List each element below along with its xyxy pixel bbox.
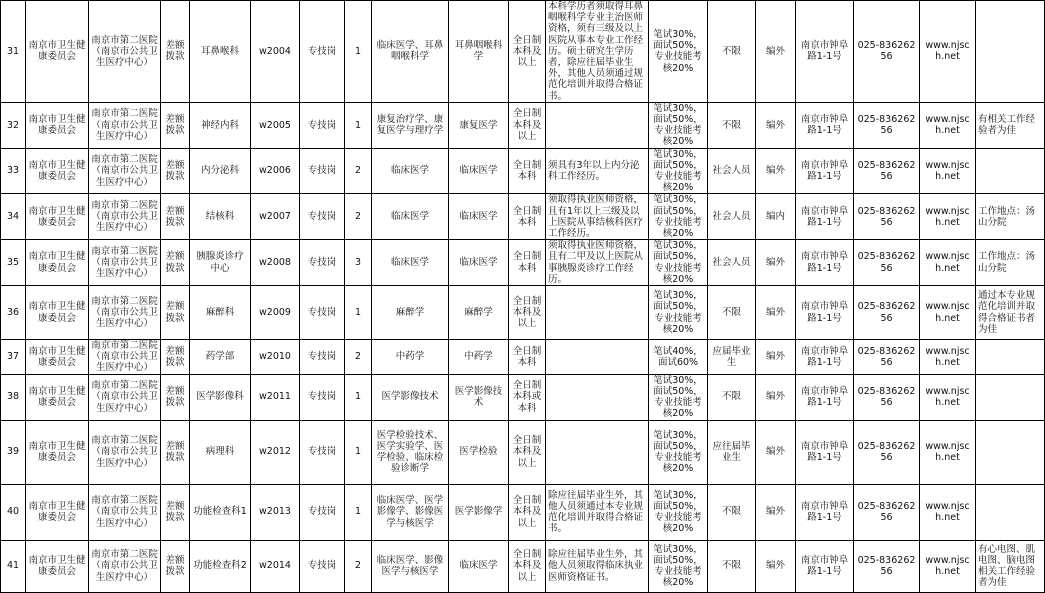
cell-recruit-target: 不限 xyxy=(708,1,756,103)
cell-exam-method: 笔试30%，面试50%，专业技能考核20% xyxy=(649,148,708,194)
cell-education: 全日制本科 xyxy=(509,148,546,194)
cell-department: 南京市卫生健康委员会 xyxy=(26,540,89,592)
table-row xyxy=(1,540,1045,592)
table-row xyxy=(1,148,1045,194)
cell-education: 全日制本科及以上 xyxy=(509,540,546,592)
cell-employer: 南京市第二医院（南京市公共卫生医疗中心） xyxy=(89,340,161,375)
cell-funding-type: 差额拨款 xyxy=(161,420,190,484)
cell-hire-count: 2 xyxy=(345,340,372,375)
cell-address: 南京市钟阜路1-1号 xyxy=(796,340,854,375)
cell-phone: 025-83626256 xyxy=(854,374,920,420)
cell-website: www.njsch.net xyxy=(920,420,976,484)
cell-hire-count: 1 xyxy=(345,1,372,103)
cell-department: 南京市卫生健康委员会 xyxy=(26,148,89,194)
cell-row-number: 39 xyxy=(1,420,26,484)
cell-education: 全日制本科及以上 xyxy=(509,420,546,484)
cell-post-name: 胰腺炎诊疗中心 xyxy=(190,240,251,286)
cell-post-name: 结核科 xyxy=(190,194,251,240)
cell-employer: 南京市第二医院（南京市公共卫生医疗中心） xyxy=(89,484,161,540)
cell-requirements: 须取得执业医师资格，且有二甲及以上医院从事胰腺炎诊疗工作经历。 xyxy=(546,240,649,286)
cell-major-undergrad: 临床医学、耳鼻咽喉科学 xyxy=(372,1,449,103)
cell-exam-method: 笔试30%，面试50%，专业技能考核20% xyxy=(649,484,708,540)
table-body xyxy=(1,1,1045,593)
cell-department: 南京市卫生健康委员会 xyxy=(26,240,89,286)
cell-post-name: 功能检查科1 xyxy=(190,484,251,540)
cell-exam-method: 笔试30%，面试50%，专业技能考核20% xyxy=(649,102,708,148)
cell-staffing-type: 编外 xyxy=(756,240,796,286)
table-row xyxy=(1,374,1045,420)
cell-phone: 025-83626256 xyxy=(854,1,920,103)
cell-requirements xyxy=(546,420,649,484)
table-row xyxy=(1,484,1045,540)
cell-hire-count: 2 xyxy=(345,148,372,194)
cell-phone: 025-83626256 xyxy=(854,340,920,375)
cell-post-name: 药学部 xyxy=(190,340,251,375)
cell-major-postgrad: 临床医学 xyxy=(449,540,509,592)
cell-remark xyxy=(976,374,1045,420)
cell-remark: 通过本专业规范化培训并取得合格证书者为佳 xyxy=(976,286,1045,340)
cell-post-name: 内分泌科 xyxy=(190,148,251,194)
table-row xyxy=(1,102,1045,148)
cell-exam-method: 笔试30%，面试50%，专业技能考核20% xyxy=(649,286,708,340)
cell-employer: 南京市第二医院（南京市公共卫生医疗中心） xyxy=(89,240,161,286)
cell-address: 南京市钟阜路1-1号 xyxy=(796,240,854,286)
cell-post-name: 功能检查科2 xyxy=(190,540,251,592)
cell-major-undergrad: 临床医学、影像医学与核医学 xyxy=(372,540,449,592)
cell-phone: 025-83626256 xyxy=(854,102,920,148)
cell-staffing-type: 编外 xyxy=(756,484,796,540)
cell-post-code: w2004 xyxy=(251,1,300,103)
cell-major-undergrad: 临床医学 xyxy=(372,148,449,194)
cell-funding-type: 差额拨款 xyxy=(161,148,190,194)
cell-requirements xyxy=(546,340,649,375)
cell-recruit-target: 不限 xyxy=(708,484,756,540)
cell-phone: 025-83626256 xyxy=(854,194,920,240)
cell-post-code: w2011 xyxy=(251,374,300,420)
cell-department: 南京市卫生健康委员会 xyxy=(26,340,89,375)
cell-remark: 工作地点：汤山分院 xyxy=(976,194,1045,240)
cell-recruit-target: 应届毕业生 xyxy=(708,340,756,375)
cell-row-number: 31 xyxy=(1,1,26,103)
table-row xyxy=(1,286,1045,340)
cell-recruit-target: 不限 xyxy=(708,286,756,340)
cell-major-undergrad: 医学影像技术 xyxy=(372,374,449,420)
cell-staffing-type: 编外 xyxy=(756,148,796,194)
cell-post-category: 专技岗 xyxy=(300,540,345,592)
cell-phone: 025-83626256 xyxy=(854,420,920,484)
cell-recruit-target: 不限 xyxy=(708,374,756,420)
cell-phone: 025-83626256 xyxy=(854,286,920,340)
cell-post-category: 专技岗 xyxy=(300,420,345,484)
cell-staffing-type: 编内 xyxy=(756,194,796,240)
cell-education: 全日制本科或本科 xyxy=(509,374,546,420)
cell-staffing-type: 编外 xyxy=(756,420,796,484)
cell-hire-count: 1 xyxy=(345,102,372,148)
cell-requirements: 除应往届毕业生外，其他人员须取得临床执业医师资格证书。 xyxy=(546,540,649,592)
cell-staffing-type: 编外 xyxy=(756,1,796,103)
cell-department: 南京市卫生健康委员会 xyxy=(26,194,89,240)
cell-remark xyxy=(976,420,1045,484)
cell-education: 全日制本科 xyxy=(509,340,546,375)
cell-exam-method: 笔试30%，面试50%，专业技能考核20% xyxy=(649,420,708,484)
cell-employer: 南京市第二医院（南京市公共卫生医疗中心） xyxy=(89,148,161,194)
cell-remark: 有心电图、肌电图、脑电图相关工作经验者为佳 xyxy=(976,540,1045,592)
cell-remark xyxy=(976,1,1045,103)
cell-row-number: 32 xyxy=(1,102,26,148)
cell-remark xyxy=(976,340,1045,375)
cell-major-postgrad: 医学影像技术 xyxy=(449,374,509,420)
cell-row-number: 40 xyxy=(1,484,26,540)
cell-phone: 025-83626256 xyxy=(854,540,920,592)
cell-requirements xyxy=(546,374,649,420)
cell-requirements xyxy=(546,102,649,148)
cell-post-category: 专技岗 xyxy=(300,1,345,103)
cell-post-name: 医学影像科 xyxy=(190,374,251,420)
cell-exam-method: 笔试30%，面试50%，专业技能考核20% xyxy=(649,240,708,286)
cell-recruit-target: 不限 xyxy=(708,540,756,592)
cell-address: 南京市钟阜路1-1号 xyxy=(796,1,854,103)
cell-exam-method: 笔试30%，面试50%，专业技能考核20% xyxy=(649,374,708,420)
cell-row-number: 41 xyxy=(1,540,26,592)
cell-post-code: w2008 xyxy=(251,240,300,286)
cell-remark: 有相关工作经验者为佳 xyxy=(976,102,1045,148)
cell-employer: 南京市第二医院（南京市公共卫生医疗中心） xyxy=(89,540,161,592)
cell-major-postgrad: 耳鼻咽喉科学 xyxy=(449,1,509,103)
cell-post-name: 麻醉科 xyxy=(190,286,251,340)
cell-post-code: w2014 xyxy=(251,540,300,592)
cell-website: www.njsch.net xyxy=(920,102,976,148)
cell-post-category: 专技岗 xyxy=(300,194,345,240)
cell-website: www.njsch.net xyxy=(920,1,976,103)
cell-funding-type: 差额拨款 xyxy=(161,340,190,375)
cell-address: 南京市钟阜路1-1号 xyxy=(796,286,854,340)
table-row xyxy=(1,240,1045,286)
cell-post-category: 专技岗 xyxy=(300,102,345,148)
cell-row-number: 37 xyxy=(1,340,26,375)
cell-major-postgrad: 中药学 xyxy=(449,340,509,375)
cell-education: 全日制本科 xyxy=(509,240,546,286)
cell-post-code: w2009 xyxy=(251,286,300,340)
cell-website: www.njsch.net xyxy=(920,240,976,286)
cell-post-code: w2012 xyxy=(251,420,300,484)
cell-row-number: 38 xyxy=(1,374,26,420)
cell-post-code: w2010 xyxy=(251,340,300,375)
cell-hire-count: 1 xyxy=(345,484,372,540)
cell-staffing-type: 编外 xyxy=(756,374,796,420)
cell-recruit-target: 社会人员 xyxy=(708,148,756,194)
cell-row-number: 33 xyxy=(1,148,26,194)
cell-website: www.njsch.net xyxy=(920,148,976,194)
cell-major-postgrad: 医学影像学 xyxy=(449,484,509,540)
cell-post-category: 专技岗 xyxy=(300,148,345,194)
cell-funding-type: 差额拨款 xyxy=(161,374,190,420)
cell-funding-type: 差额拨款 xyxy=(161,1,190,103)
cell-funding-type: 差额拨款 xyxy=(161,540,190,592)
cell-hire-count: 1 xyxy=(345,420,372,484)
cell-post-name: 病理科 xyxy=(190,420,251,484)
cell-major-undergrad: 麻醉学 xyxy=(372,286,449,340)
cell-department: 南京市卫生健康委员会 xyxy=(26,374,89,420)
cell-post-name: 耳鼻喉科 xyxy=(190,1,251,103)
cell-major-undergrad: 临床医学 xyxy=(372,194,449,240)
cell-post-code: w2007 xyxy=(251,194,300,240)
cell-post-code: w2005 xyxy=(251,102,300,148)
cell-row-number: 34 xyxy=(1,194,26,240)
cell-exam-method: 笔试30%，面试50%，专业技能考核20% xyxy=(649,540,708,592)
cell-employer: 南京市第二医院（南京市公共卫生医疗中心） xyxy=(89,286,161,340)
cell-address: 南京市钟阜路1-1号 xyxy=(796,374,854,420)
cell-employer: 南京市第二医院（南京市公共卫生医疗中心） xyxy=(89,194,161,240)
cell-employer: 南京市第二医院（南京市公共卫生医疗中心） xyxy=(89,1,161,103)
cell-address: 南京市钟阜路1-1号 xyxy=(796,194,854,240)
cell-recruit-target: 不限 xyxy=(708,102,756,148)
cell-requirements: 须取得执业医师资格，且有1年以上三级及以上医院从事结核科医疗工作经历。 xyxy=(546,194,649,240)
cell-education: 全日制本科及以上 xyxy=(509,102,546,148)
cell-post-code: w2006 xyxy=(251,148,300,194)
cell-hire-count: 2 xyxy=(345,194,372,240)
cell-funding-type: 差额拨款 xyxy=(161,194,190,240)
cell-staffing-type: 编外 xyxy=(756,286,796,340)
cell-exam-method: 笔试40%，面试60% xyxy=(649,340,708,375)
table-row xyxy=(1,420,1045,484)
cell-employer: 南京市第二医院（南京市公共卫生医疗中心） xyxy=(89,420,161,484)
cell-major-undergrad: 临床医学 xyxy=(372,240,449,286)
cell-major-postgrad: 临床医学 xyxy=(449,194,509,240)
cell-hire-count: 2 xyxy=(345,540,372,592)
table-row xyxy=(1,1,1045,103)
cell-staffing-type: 编外 xyxy=(756,102,796,148)
cell-website: www.njsch.net xyxy=(920,540,976,592)
cell-row-number: 36 xyxy=(1,286,26,340)
cell-remark: 工作地点：汤山分院 xyxy=(976,240,1045,286)
cell-education: 全日制本科及以上 xyxy=(509,286,546,340)
cell-major-undergrad: 康复治疗学、康复医学与理疗学 xyxy=(372,102,449,148)
cell-post-category: 专技岗 xyxy=(300,240,345,286)
cell-post-category: 专技岗 xyxy=(300,340,345,375)
cell-major-postgrad: 临床医学 xyxy=(449,240,509,286)
cell-funding-type: 差额拨款 xyxy=(161,286,190,340)
cell-website: www.njsch.net xyxy=(920,340,976,375)
cell-hire-count: 1 xyxy=(345,374,372,420)
cell-remark xyxy=(976,148,1045,194)
cell-hire-count: 3 xyxy=(345,240,372,286)
cell-education: 全日制本科 xyxy=(509,194,546,240)
cell-recruit-target: 应往届毕业生 xyxy=(708,420,756,484)
cell-major-undergrad: 医学检验技术、医学实验学、医学检验、临床检验诊断学 xyxy=(372,420,449,484)
cell-exam-method: 笔试30%，面试50%，专业技能考核20% xyxy=(649,194,708,240)
cell-major-postgrad: 麻醉学 xyxy=(449,286,509,340)
cell-address: 南京市钟阜路1-1号 xyxy=(796,484,854,540)
cell-staffing-type: 编外 xyxy=(756,340,796,375)
cell-department: 南京市卫生健康委员会 xyxy=(26,484,89,540)
cell-post-category: 专技岗 xyxy=(300,374,345,420)
cell-post-code: w2013 xyxy=(251,484,300,540)
cell-department: 南京市卫生健康委员会 xyxy=(26,286,89,340)
cell-department: 南京市卫生健康委员会 xyxy=(26,102,89,148)
cell-phone: 025-83626256 xyxy=(854,148,920,194)
cell-major-postgrad: 康复医学 xyxy=(449,102,509,148)
cell-major-postgrad: 医学检验 xyxy=(449,420,509,484)
cell-recruit-target: 社会人员 xyxy=(708,240,756,286)
cell-website: www.njsch.net xyxy=(920,374,976,420)
cell-education: 全日制本科及以上 xyxy=(509,484,546,540)
cell-website: www.njsch.net xyxy=(920,484,976,540)
cell-row-number: 35 xyxy=(1,240,26,286)
cell-requirements: 除应往届毕业生外，其他人员须通过本专业规范化培训并取得合格证书。 xyxy=(546,484,649,540)
cell-hire-count: 1 xyxy=(345,286,372,340)
cell-remark xyxy=(976,484,1045,540)
cell-education: 全日制本科及以上 xyxy=(509,1,546,103)
cell-funding-type: 差额拨款 xyxy=(161,102,190,148)
table-row xyxy=(1,340,1045,375)
cell-employer: 南京市第二医院（南京市公共卫生医疗中心） xyxy=(89,374,161,420)
cell-requirements: 本科学历者须取得耳鼻咽喉科学专业主治医师资格，须有三级及以上医院从事本专业工作经历。硕士研究生学历者，除应往届毕业生外，其他人员须通过规范化培训并取得合格证书。 xyxy=(546,1,649,103)
cell-phone: 025-83626256 xyxy=(854,240,920,286)
cell-employer: 南京市第二医院（南京市公共卫生医疗中心） xyxy=(89,102,161,148)
cell-requirements: 须具有3年以上内分泌科工作经历。 xyxy=(546,148,649,194)
cell-address: 南京市钟阜路1-1号 xyxy=(796,420,854,484)
cell-department: 南京市卫生健康委员会 xyxy=(26,420,89,484)
cell-post-category: 专技岗 xyxy=(300,286,345,340)
cell-address: 南京市钟阜路1-1号 xyxy=(796,540,854,592)
table-row xyxy=(1,194,1045,240)
cell-post-category: 专技岗 xyxy=(300,484,345,540)
cell-requirements xyxy=(546,286,649,340)
cell-website: www.njsch.net xyxy=(920,194,976,240)
cell-major-postgrad: 临床医学 xyxy=(449,148,509,194)
cell-major-undergrad: 中药学 xyxy=(372,340,449,375)
cell-website: www.njsch.net xyxy=(920,286,976,340)
cell-recruit-target: 社会人员 xyxy=(708,194,756,240)
cell-phone: 025-83626256 xyxy=(854,484,920,540)
cell-staffing-type: 编外 xyxy=(756,540,796,592)
cell-address: 南京市钟阜路1-1号 xyxy=(796,148,854,194)
cell-exam-method: 笔试30%，面试50%，专业技能考核20% xyxy=(649,1,708,103)
cell-address: 南京市钟阜路1-1号 xyxy=(796,102,854,148)
cell-department: 南京市卫生健康委员会 xyxy=(26,1,89,103)
cell-post-name: 神经内科 xyxy=(190,102,251,148)
cell-funding-type: 差额拨款 xyxy=(161,240,190,286)
cell-funding-type: 差额拨款 xyxy=(161,484,190,540)
cell-major-undergrad: 临床医学、医学影像学、影像医学与核医学 xyxy=(372,484,449,540)
